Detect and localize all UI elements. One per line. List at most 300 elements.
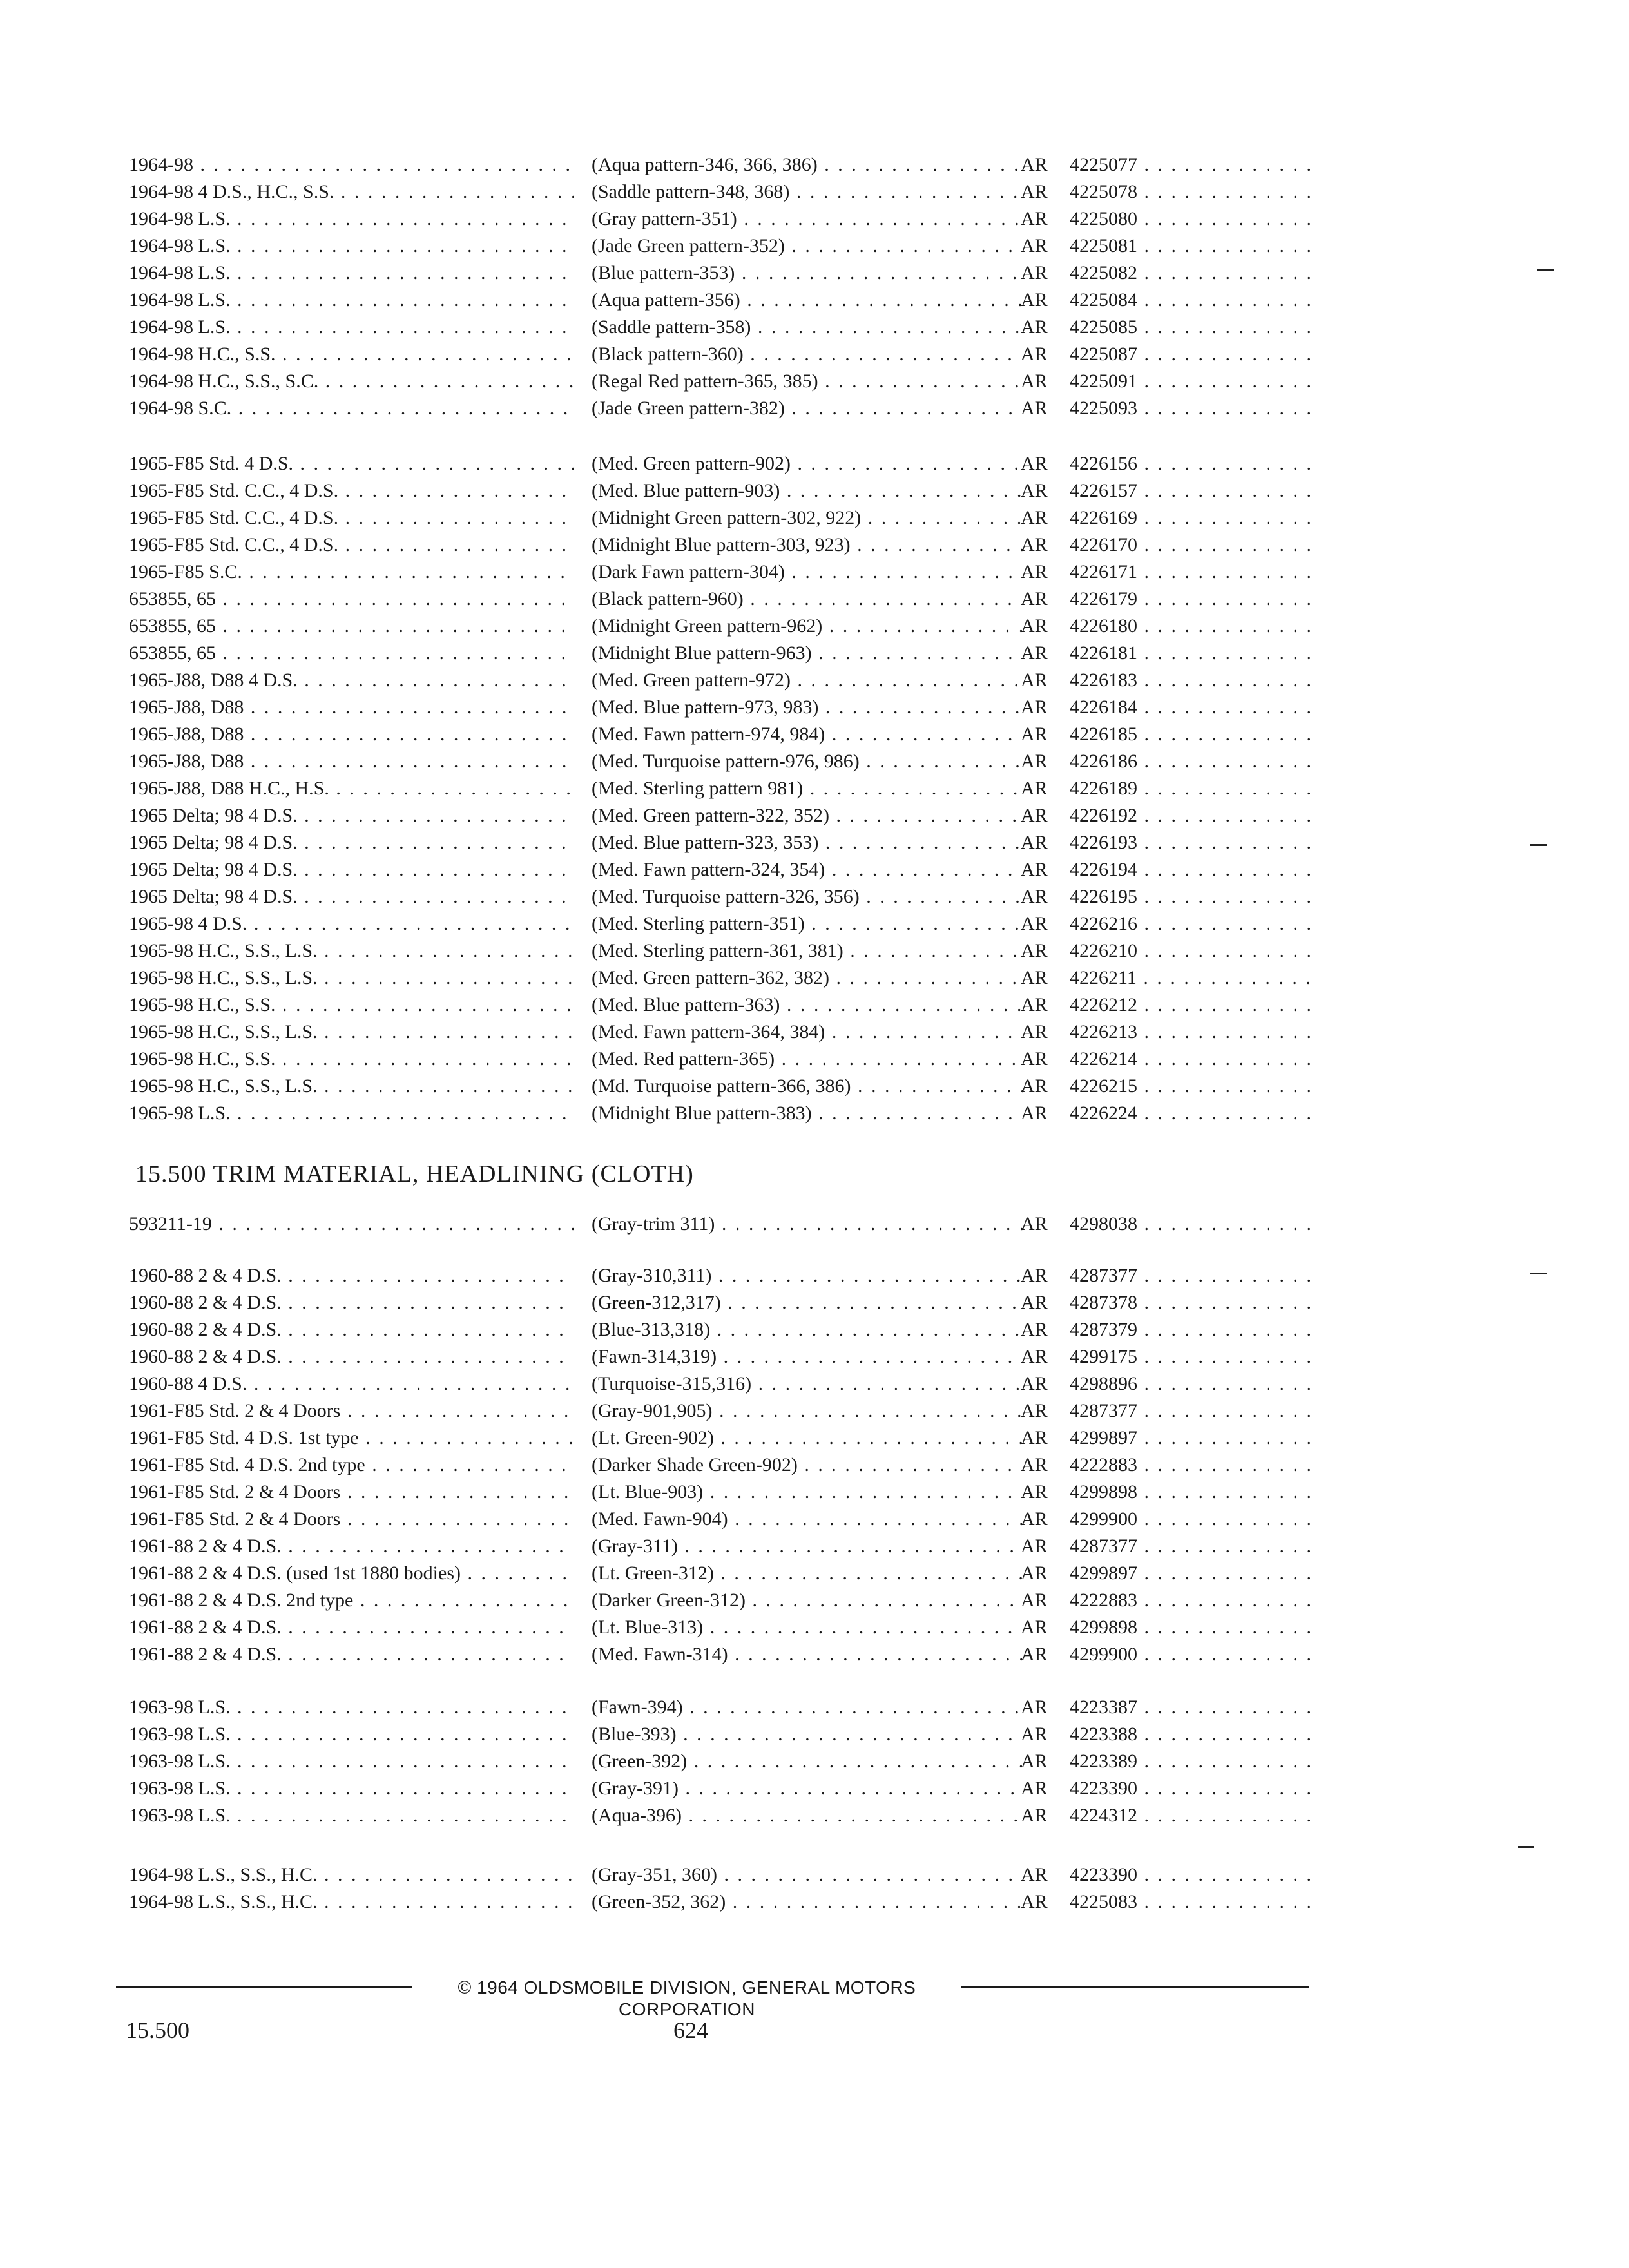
part-number-cell: 4226181 . . .: [1070, 640, 1315, 666]
parts-row: [129, 1588, 1315, 1613]
parts-row: [129, 1533, 1315, 1559]
model-cell: 1963-98 L.S. . . .: [129, 1803, 574, 1829]
description-cell: (Midnight Blue pattern-303, 923) . . .: [592, 532, 1023, 558]
description-cell: (Fawn-314,319) . . .: [592, 1344, 1023, 1370]
quantity-cell: AR: [1021, 1481, 1048, 1503]
part-number-cell: 4299900 . . .: [1070, 1642, 1315, 1667]
description-cell: (Aqua pattern-356) . . .: [592, 287, 1023, 313]
part-number-cell: 4299898 . . .: [1070, 1615, 1315, 1640]
model-cell: 1961-88 2 & 4 D.S. . . .: [129, 1533, 574, 1559]
quantity-cell: AR: [1021, 913, 1048, 934]
part-number-cell: 4226185 . . .: [1070, 722, 1315, 747]
model-cell: 1961-F85 Std. 4 D.S. 2nd type . . .: [129, 1452, 574, 1478]
description-cell: (Midnight Green pattern-302, 922) . . .: [592, 505, 1023, 531]
model-cell: 1964-98 S.C. . . .: [129, 396, 574, 421]
parts-row: [129, 1695, 1315, 1720]
quantity-cell: AR: [1021, 1346, 1048, 1367]
description-cell: (Green-312,317) . . .: [592, 1290, 1023, 1316]
part-number-cell: 4226211 . . .: [1070, 965, 1315, 991]
quantity-cell: AR: [1021, 1075, 1048, 1097]
part-number-cell: 4226156 . . .: [1070, 451, 1315, 477]
parts-row: [129, 260, 1315, 286]
description-cell: (Black pattern-360) . . .: [592, 341, 1023, 367]
model-cell: 1961-F85 Std. 2 & 4 Doors . . .: [129, 1506, 574, 1532]
parts-row: [129, 1776, 1315, 1802]
part-number-cell: 4226183 . . .: [1070, 668, 1315, 693]
part-number-cell: 4222883 . . .: [1070, 1452, 1315, 1478]
parts-row: [129, 287, 1315, 313]
description-cell: (Green-392) . . .: [592, 1749, 1023, 1774]
part-number-cell: 4299900 . . .: [1070, 1506, 1315, 1532]
model-cell: 1965 Delta; 98 4 D.S. . . .: [129, 857, 574, 883]
model-cell: 1965-J88, D88 H.C., H.S. . . .: [129, 776, 574, 802]
part-number-cell: 4299175 . . .: [1070, 1344, 1315, 1370]
part-number-cell: 4226224 . . .: [1070, 1100, 1315, 1126]
quantity-cell: AR: [1021, 1696, 1048, 1718]
quantity-cell: AR: [1021, 1535, 1048, 1557]
parts-row: [129, 857, 1315, 883]
part-number-cell: 4226189 . . .: [1070, 776, 1315, 802]
quantity-cell: AR: [1021, 1508, 1048, 1530]
parts-row: [129, 668, 1315, 693]
quantity-cell: AR: [1021, 1265, 1048, 1286]
parts-row: [129, 1398, 1315, 1424]
model-cell: 1961-88 2 & 4 D.S. (used 1st 1880 bodies) . . .: [129, 1561, 574, 1586]
description-cell: (Gray pattern-351) . . .: [592, 206, 1023, 232]
quantity-cell: AR: [1021, 1751, 1048, 1772]
model-cell: 1961-88 2 & 4 D.S. . . .: [129, 1615, 574, 1640]
description-cell: (Gray-311) . . .: [592, 1533, 1023, 1559]
quantity-cell: AR: [1021, 507, 1048, 528]
part-number-cell: 4222883 . . .: [1070, 1588, 1315, 1613]
parts-row: [129, 1100, 1315, 1126]
quantity-cell: AR: [1021, 343, 1048, 365]
description-cell: (Turquoise-315,316) . . .: [592, 1371, 1023, 1397]
quantity-cell: AR: [1021, 1048, 1048, 1070]
part-number-cell: 4223390 . . .: [1070, 1776, 1315, 1802]
part-number-cell: 4287377 . . .: [1070, 1533, 1315, 1559]
description-cell: (Green-352, 362) . . .: [592, 1889, 1023, 1915]
model-cell: 1965 Delta; 98 4 D.S. . . .: [129, 830, 574, 856]
model-cell: 1964-98 L.S. . . .: [129, 260, 574, 286]
model-cell: 1963-98 L.S. . . .: [129, 1722, 574, 1747]
model-cell: 1965-J88, D88 . . .: [129, 749, 574, 774]
part-number-cell: 4225084 . . .: [1070, 287, 1315, 313]
part-number-cell: 4298038 . . .: [1070, 1211, 1315, 1237]
part-number-cell: 4287378 . . .: [1070, 1290, 1315, 1316]
quantity-cell: AR: [1021, 534, 1048, 555]
description-cell: (Med. Sterling pattern-361, 381) . . .: [592, 938, 1023, 964]
description-cell: (Med. Blue pattern-903) . . .: [592, 478, 1023, 504]
model-cell: 1965-98 H.C., S.S., L.S. . . .: [129, 1019, 574, 1045]
parts-row: [129, 1561, 1315, 1586]
description-cell: (Med. Green pattern-902) . . .: [592, 451, 1023, 477]
part-number-cell: 4226212 . . .: [1070, 992, 1315, 1018]
quantity-cell: AR: [1021, 1562, 1048, 1584]
margin-mark: [1537, 269, 1554, 271]
parts-row: [129, 369, 1315, 394]
quantity-cell: AR: [1021, 208, 1048, 229]
parts-row: [129, 965, 1315, 991]
description-cell: (Saddle pattern-348, 368) . . .: [592, 179, 1023, 205]
model-cell: 1960-88 2 & 4 D.S. . . .: [129, 1317, 574, 1343]
description-cell: (Lt. Blue-903) . . .: [592, 1479, 1023, 1505]
quantity-cell: AR: [1021, 370, 1048, 392]
quantity-cell: AR: [1021, 289, 1048, 311]
quantity-cell: AR: [1021, 642, 1048, 664]
description-cell: (Med. Fawn-904) . . .: [592, 1506, 1023, 1532]
model-cell: 1961-F85 Std. 4 D.S. 1st type . . .: [129, 1425, 574, 1451]
parts-row: [129, 830, 1315, 856]
parts-row: [129, 884, 1315, 910]
quantity-cell: AR: [1021, 1864, 1048, 1885]
parts-row: [129, 1371, 1315, 1397]
quantity-cell: AR: [1021, 1454, 1048, 1475]
description-cell: (Md. Turquoise pattern-366, 386) . . .: [592, 1073, 1023, 1099]
description-cell: (Lt. Green-902) . . .: [592, 1425, 1023, 1451]
quantity-cell: AR: [1021, 967, 1048, 988]
parts-row: [129, 1889, 1315, 1915]
part-number-cell: 4225082 . . .: [1070, 260, 1315, 286]
parts-row: [129, 640, 1315, 666]
parts-row: [129, 1425, 1315, 1451]
model-cell: 1963-98 L.S. . . .: [129, 1776, 574, 1802]
model-cell: 1964-98 H.C., S.S. . . .: [129, 341, 574, 367]
quantity-cell: AR: [1021, 262, 1048, 284]
quantity-cell: AR: [1021, 588, 1048, 610]
model-cell: 1965-J88, D88 . . .: [129, 722, 574, 747]
parts-row: [129, 532, 1315, 558]
margin-mark: [1530, 844, 1547, 846]
quantity-cell: AR: [1021, 1724, 1048, 1745]
parts-row: [129, 179, 1315, 205]
part-number-cell: 4225081 . . .: [1070, 233, 1315, 259]
model-cell: 1960-88 4 D.S. . . .: [129, 1371, 574, 1397]
description-cell: (Blue-393) . . .: [592, 1722, 1023, 1747]
model-cell: 1960-88 2 & 4 D.S. . . .: [129, 1290, 574, 1316]
parts-row: [129, 992, 1315, 1018]
model-cell: 1960-88 2 & 4 D.S. . . .: [129, 1344, 574, 1370]
parts-row: [129, 451, 1315, 477]
part-number-cell: 4226179 . . .: [1070, 586, 1315, 612]
model-cell: 1963-98 L.S. . . .: [129, 1695, 574, 1720]
part-number-cell: 4225085 . . .: [1070, 314, 1315, 340]
quantity-cell: AR: [1021, 859, 1048, 880]
parts-row: [129, 1211, 1315, 1237]
part-number-cell: 4299897 . . .: [1070, 1425, 1315, 1451]
part-number-cell: 4225091 . . .: [1070, 369, 1315, 394]
model-cell: 1964-98 L.S. . . .: [129, 287, 574, 313]
part-number-cell: 4226184 . . .: [1070, 695, 1315, 720]
quantity-cell: AR: [1021, 1427, 1048, 1448]
model-cell: 1965-F85 S.C. . . .: [129, 559, 574, 585]
description-cell: (Med. Sterling pattern-351) . . .: [592, 911, 1023, 937]
parts-row: [129, 341, 1315, 367]
parts-row: [129, 613, 1315, 639]
parts-row: [129, 152, 1315, 178]
section-heading: 15.500 TRIM MATERIAL, HEADLINING (CLOTH): [135, 1160, 694, 1187]
quantity-cell: AR: [1021, 669, 1048, 691]
quantity-cell: AR: [1021, 1778, 1048, 1799]
quantity-cell: AR: [1021, 1373, 1048, 1394]
parts-row: [129, 1749, 1315, 1774]
quantity-cell: AR: [1021, 316, 1048, 338]
model-cell: 1965-98 H.C., S.S. . . .: [129, 1046, 574, 1072]
description-cell: (Jade Green pattern-382) . . .: [592, 396, 1023, 421]
quantity-cell: AR: [1021, 1644, 1048, 1665]
model-cell: 1964-98 L.S., S.S., H.C. . . .: [129, 1889, 574, 1915]
quantity-cell: AR: [1021, 181, 1048, 202]
description-cell: (Darker Green-312) . . .: [592, 1588, 1023, 1613]
parts-row: [129, 396, 1315, 421]
part-number-cell: 4226214 . . .: [1070, 1046, 1315, 1072]
description-cell: (Dark Fawn pattern-304) . . .: [592, 559, 1023, 585]
parts-row: [129, 314, 1315, 340]
model-cell: 1964-98 . . .: [129, 152, 574, 178]
parts-row: [129, 1862, 1315, 1888]
description-cell: (Regal Red pattern-365, 385) . . .: [592, 369, 1023, 394]
description-cell: (Blue-313,318) . . .: [592, 1317, 1023, 1343]
description-cell: (Med. Sterling pattern 981) . . .: [592, 776, 1023, 802]
description-cell: (Fawn-394) . . .: [592, 1695, 1023, 1720]
parts-row: [129, 505, 1315, 531]
quantity-cell: AR: [1021, 1213, 1048, 1235]
model-cell: 1965-98 H.C., S.S. . . .: [129, 992, 574, 1018]
description-cell: (Med. Blue pattern-323, 353) . . .: [592, 830, 1023, 856]
part-number-cell: 4225078 . . .: [1070, 179, 1315, 205]
part-number-cell: 4226170 . . .: [1070, 532, 1315, 558]
part-number-cell: 4225077 . . .: [1070, 152, 1315, 178]
part-number-cell: 4287377 . . .: [1070, 1398, 1315, 1424]
description-cell: (Saddle pattern-358) . . .: [592, 314, 1023, 340]
model-cell: 1964-98 L.S. . . .: [129, 206, 574, 232]
parts-row: [129, 206, 1315, 232]
model-cell: 653855, 65 . . .: [129, 613, 574, 639]
model-cell: 1965-J88, D88 . . .: [129, 695, 574, 720]
parts-row: [129, 559, 1315, 585]
part-number-cell: 4223387 . . .: [1070, 1695, 1315, 1720]
description-cell: (Jade Green pattern-352) . . .: [592, 233, 1023, 259]
description-cell: (Midnight Blue pattern-963) . . .: [592, 640, 1023, 666]
copyright-notice: © 1964 OLDSMOBILE DIVISION, GENERAL MOTORS CORPORATION: [458, 1977, 916, 2019]
part-number-cell: 4299898 . . .: [1070, 1479, 1315, 1505]
parts-row: [129, 1506, 1315, 1532]
quantity-cell: AR: [1021, 1319, 1048, 1340]
model-cell: 1964-98 4 D.S., H.C., S.S. . . .: [129, 179, 574, 205]
model-cell: 1965 Delta; 98 4 D.S. . . .: [129, 884, 574, 910]
part-number-cell: 4226192 . . .: [1070, 803, 1315, 829]
model-cell: 1965-98 H.C., S.S., L.S. . . .: [129, 965, 574, 991]
model-cell: 1965-F85 Std. 4 D.S. . . .: [129, 451, 574, 477]
parts-row: [129, 478, 1315, 504]
margin-mark: [1530, 1273, 1547, 1274]
parts-row: [129, 1046, 1315, 1072]
model-cell: 1965-98 H.C., S.S., L.S. . . .: [129, 938, 574, 964]
model-cell: 1961-88 2 & 4 D.S. . . .: [129, 1642, 574, 1667]
description-cell: (Blue pattern-353) . . .: [592, 260, 1023, 286]
quantity-cell: AR: [1021, 751, 1048, 772]
quantity-cell: AR: [1021, 1021, 1048, 1043]
part-number-cell: 4225087 . . .: [1070, 341, 1315, 367]
parts-row: [129, 722, 1315, 747]
description-cell: (Med. Fawn pattern-364, 384) . . .: [592, 1019, 1023, 1045]
quantity-cell: AR: [1021, 832, 1048, 853]
model-cell: 593211-19 . . .: [129, 1211, 574, 1237]
part-number-cell: 4226171 . . .: [1070, 559, 1315, 585]
part-number-cell: 4226193 . . .: [1070, 830, 1315, 856]
quantity-cell: AR: [1021, 724, 1048, 745]
part-number-cell: 4225083 . . .: [1070, 1889, 1315, 1915]
description-cell: (Gray-351, 360) . . .: [592, 1862, 1023, 1888]
quantity-cell: AR: [1021, 778, 1048, 799]
part-number-cell: 4223389 . . .: [1070, 1749, 1315, 1774]
description-cell: (Gray-391) . . .: [592, 1776, 1023, 1802]
parts-row: [129, 1479, 1315, 1505]
model-cell: 1960-88 2 & 4 D.S. . . .: [129, 1263, 574, 1289]
quantity-cell: AR: [1021, 805, 1048, 826]
part-number-cell: 4224312 . . .: [1070, 1803, 1315, 1829]
footer-section-number: 15.500: [126, 2017, 189, 2043]
description-cell: (Midnight Green pattern-962) . . .: [592, 613, 1023, 639]
description-cell: (Med. Blue pattern-973, 983) . . .: [592, 695, 1023, 720]
footer-rule-left: [116, 1986, 412, 1988]
page-number: 624: [673, 2017, 708, 2043]
quantity-cell: AR: [1021, 615, 1048, 637]
model-cell: 1965-98 H.C., S.S., L.S. . . .: [129, 1073, 574, 1099]
part-number-cell: 4226195 . . .: [1070, 884, 1315, 910]
quantity-cell: AR: [1021, 1292, 1048, 1313]
model-cell: 1963-98 L.S. . . .: [129, 1749, 574, 1774]
description-cell: (Gray-310,311) . . .: [592, 1263, 1023, 1289]
model-cell: 1964-98 H.C., S.S., S.C. . . .: [129, 369, 574, 394]
model-cell: 1964-98 L.S. . . .: [129, 314, 574, 340]
quantity-cell: AR: [1021, 697, 1048, 718]
parts-row: [129, 1019, 1315, 1045]
quantity-cell: AR: [1021, 1805, 1048, 1826]
part-number-cell: 4226216 . . .: [1070, 911, 1315, 937]
description-cell: (Lt. Green-312) . . .: [592, 1561, 1023, 1586]
footer-rule-right: [961, 1986, 1309, 1988]
parts-row: [129, 749, 1315, 774]
parts-row: [129, 1263, 1315, 1289]
model-cell: 1965-F85 Std. C.C., 4 D.S. . . .: [129, 478, 574, 504]
model-cell: 1965-98 4 D.S. . . .: [129, 911, 574, 937]
description-cell: (Lt. Blue-313) . . .: [592, 1615, 1023, 1640]
description-cell: (Darker Shade Green-902) . . .: [592, 1452, 1023, 1478]
parts-row: [129, 776, 1315, 802]
description-cell: (Med. Green pattern-362, 382) . . .: [592, 965, 1023, 991]
part-number-cell: 4226157 . . .: [1070, 478, 1315, 504]
model-cell: 1961-F85 Std. 2 & 4 Doors . . .: [129, 1398, 574, 1424]
model-cell: 1965-98 L.S. . . .: [129, 1100, 574, 1126]
parts-row: [129, 938, 1315, 964]
parts-row: [129, 1615, 1315, 1640]
part-number-cell: 4226213 . . .: [1070, 1019, 1315, 1045]
margin-mark: [1518, 1846, 1534, 1848]
parts-row: [129, 1642, 1315, 1667]
parts-row: [129, 695, 1315, 720]
part-number-cell: 4226180 . . .: [1070, 613, 1315, 639]
description-cell: (Med. Green pattern-322, 352) . . .: [592, 803, 1023, 829]
parts-row: [129, 1317, 1315, 1343]
model-cell: 653855, 65 . . .: [129, 640, 574, 666]
part-number-cell: 4223390 . . .: [1070, 1862, 1315, 1888]
part-number-cell: 4226194 . . .: [1070, 857, 1315, 883]
description-cell: (Aqua pattern-346, 366, 386) . . .: [592, 152, 1023, 178]
description-cell: (Med. Fawn-314) . . .: [592, 1642, 1023, 1667]
quantity-cell: AR: [1021, 1400, 1048, 1421]
description-cell: (Med. Fawn pattern-324, 354) . . .: [592, 857, 1023, 883]
quantity-cell: AR: [1021, 453, 1048, 474]
quantity-cell: AR: [1021, 1891, 1048, 1912]
part-number-cell: 4298896 . . .: [1070, 1371, 1315, 1397]
quantity-cell: AR: [1021, 1617, 1048, 1638]
quantity-cell: AR: [1021, 1102, 1048, 1124]
quantity-cell: AR: [1021, 480, 1048, 501]
parts-row: [129, 586, 1315, 612]
part-number-cell: 4226186 . . .: [1070, 749, 1315, 774]
part-number-cell: 4223388 . . .: [1070, 1722, 1315, 1747]
model-cell: 1964-98 L.S., S.S., H.C. . . .: [129, 1862, 574, 1888]
part-number-cell: 4226169 . . .: [1070, 505, 1315, 531]
description-cell: (Med. Turquoise pattern-976, 986) . . .: [592, 749, 1023, 774]
description-cell: (Midnight Blue pattern-383) . . .: [592, 1100, 1023, 1126]
part-number-cell: 4226215 . . .: [1070, 1073, 1315, 1099]
parts-row: [129, 1722, 1315, 1747]
parts-row: [129, 1290, 1315, 1316]
part-number-cell: 4299897 . . .: [1070, 1561, 1315, 1586]
model-cell: 1961-F85 Std. 2 & 4 Doors . . .: [129, 1479, 574, 1505]
quantity-cell: AR: [1021, 1590, 1048, 1611]
parts-row: [129, 911, 1315, 937]
parts-row: [129, 803, 1315, 829]
description-cell: (Gray-trim 311) . . .: [592, 1211, 1023, 1237]
model-cell: 1964-98 L.S. . . .: [129, 233, 574, 259]
part-number-cell: 4226210 . . .: [1070, 938, 1315, 964]
part-number-cell: 4225080 . . .: [1070, 206, 1315, 232]
part-number-cell: 4287379 . . .: [1070, 1317, 1315, 1343]
model-cell: 1965-F85 Std. C.C., 4 D.S. . . .: [129, 532, 574, 558]
parts-row: [129, 1452, 1315, 1478]
parts-row: [129, 1073, 1315, 1099]
quantity-cell: AR: [1021, 561, 1048, 582]
quantity-cell: AR: [1021, 154, 1048, 175]
parts-row: [129, 1803, 1315, 1829]
quantity-cell: AR: [1021, 398, 1048, 419]
description-cell: (Med. Turquoise pattern-326, 356) . . .: [592, 884, 1023, 910]
parts-row: [129, 233, 1315, 259]
description-cell: (Med. Fawn pattern-974, 984) . . .: [592, 722, 1023, 747]
model-cell: 653855, 65 . . .: [129, 586, 574, 612]
parts-row: [129, 1344, 1315, 1370]
model-cell: 1961-88 2 & 4 D.S. 2nd type . . .: [129, 1588, 574, 1613]
quantity-cell: AR: [1021, 940, 1048, 961]
description-cell: (Aqua-396) . . .: [592, 1803, 1023, 1829]
description-cell: (Gray-901,905) . . .: [592, 1398, 1023, 1424]
model-cell: 1965-J88, D88 4 D.S. . . .: [129, 668, 574, 693]
part-number-cell: 4225093 . . .: [1070, 396, 1315, 421]
description-cell: (Med. Green pattern-972) . . .: [592, 668, 1023, 693]
model-cell: 1965 Delta; 98 4 D.S. . . .: [129, 803, 574, 829]
quantity-cell: AR: [1021, 886, 1048, 907]
quantity-cell: AR: [1021, 235, 1048, 256]
description-cell: (Med. Red pattern-365) . . .: [592, 1046, 1023, 1072]
model-cell: 1965-F85 Std. C.C., 4 D.S. . . .: [129, 505, 574, 531]
description-cell: (Med. Blue pattern-363) . . .: [592, 992, 1023, 1018]
quantity-cell: AR: [1021, 994, 1048, 1015]
part-number-cell: 4287377 . . .: [1070, 1263, 1315, 1289]
description-cell: (Black pattern-960) . . .: [592, 586, 1023, 612]
